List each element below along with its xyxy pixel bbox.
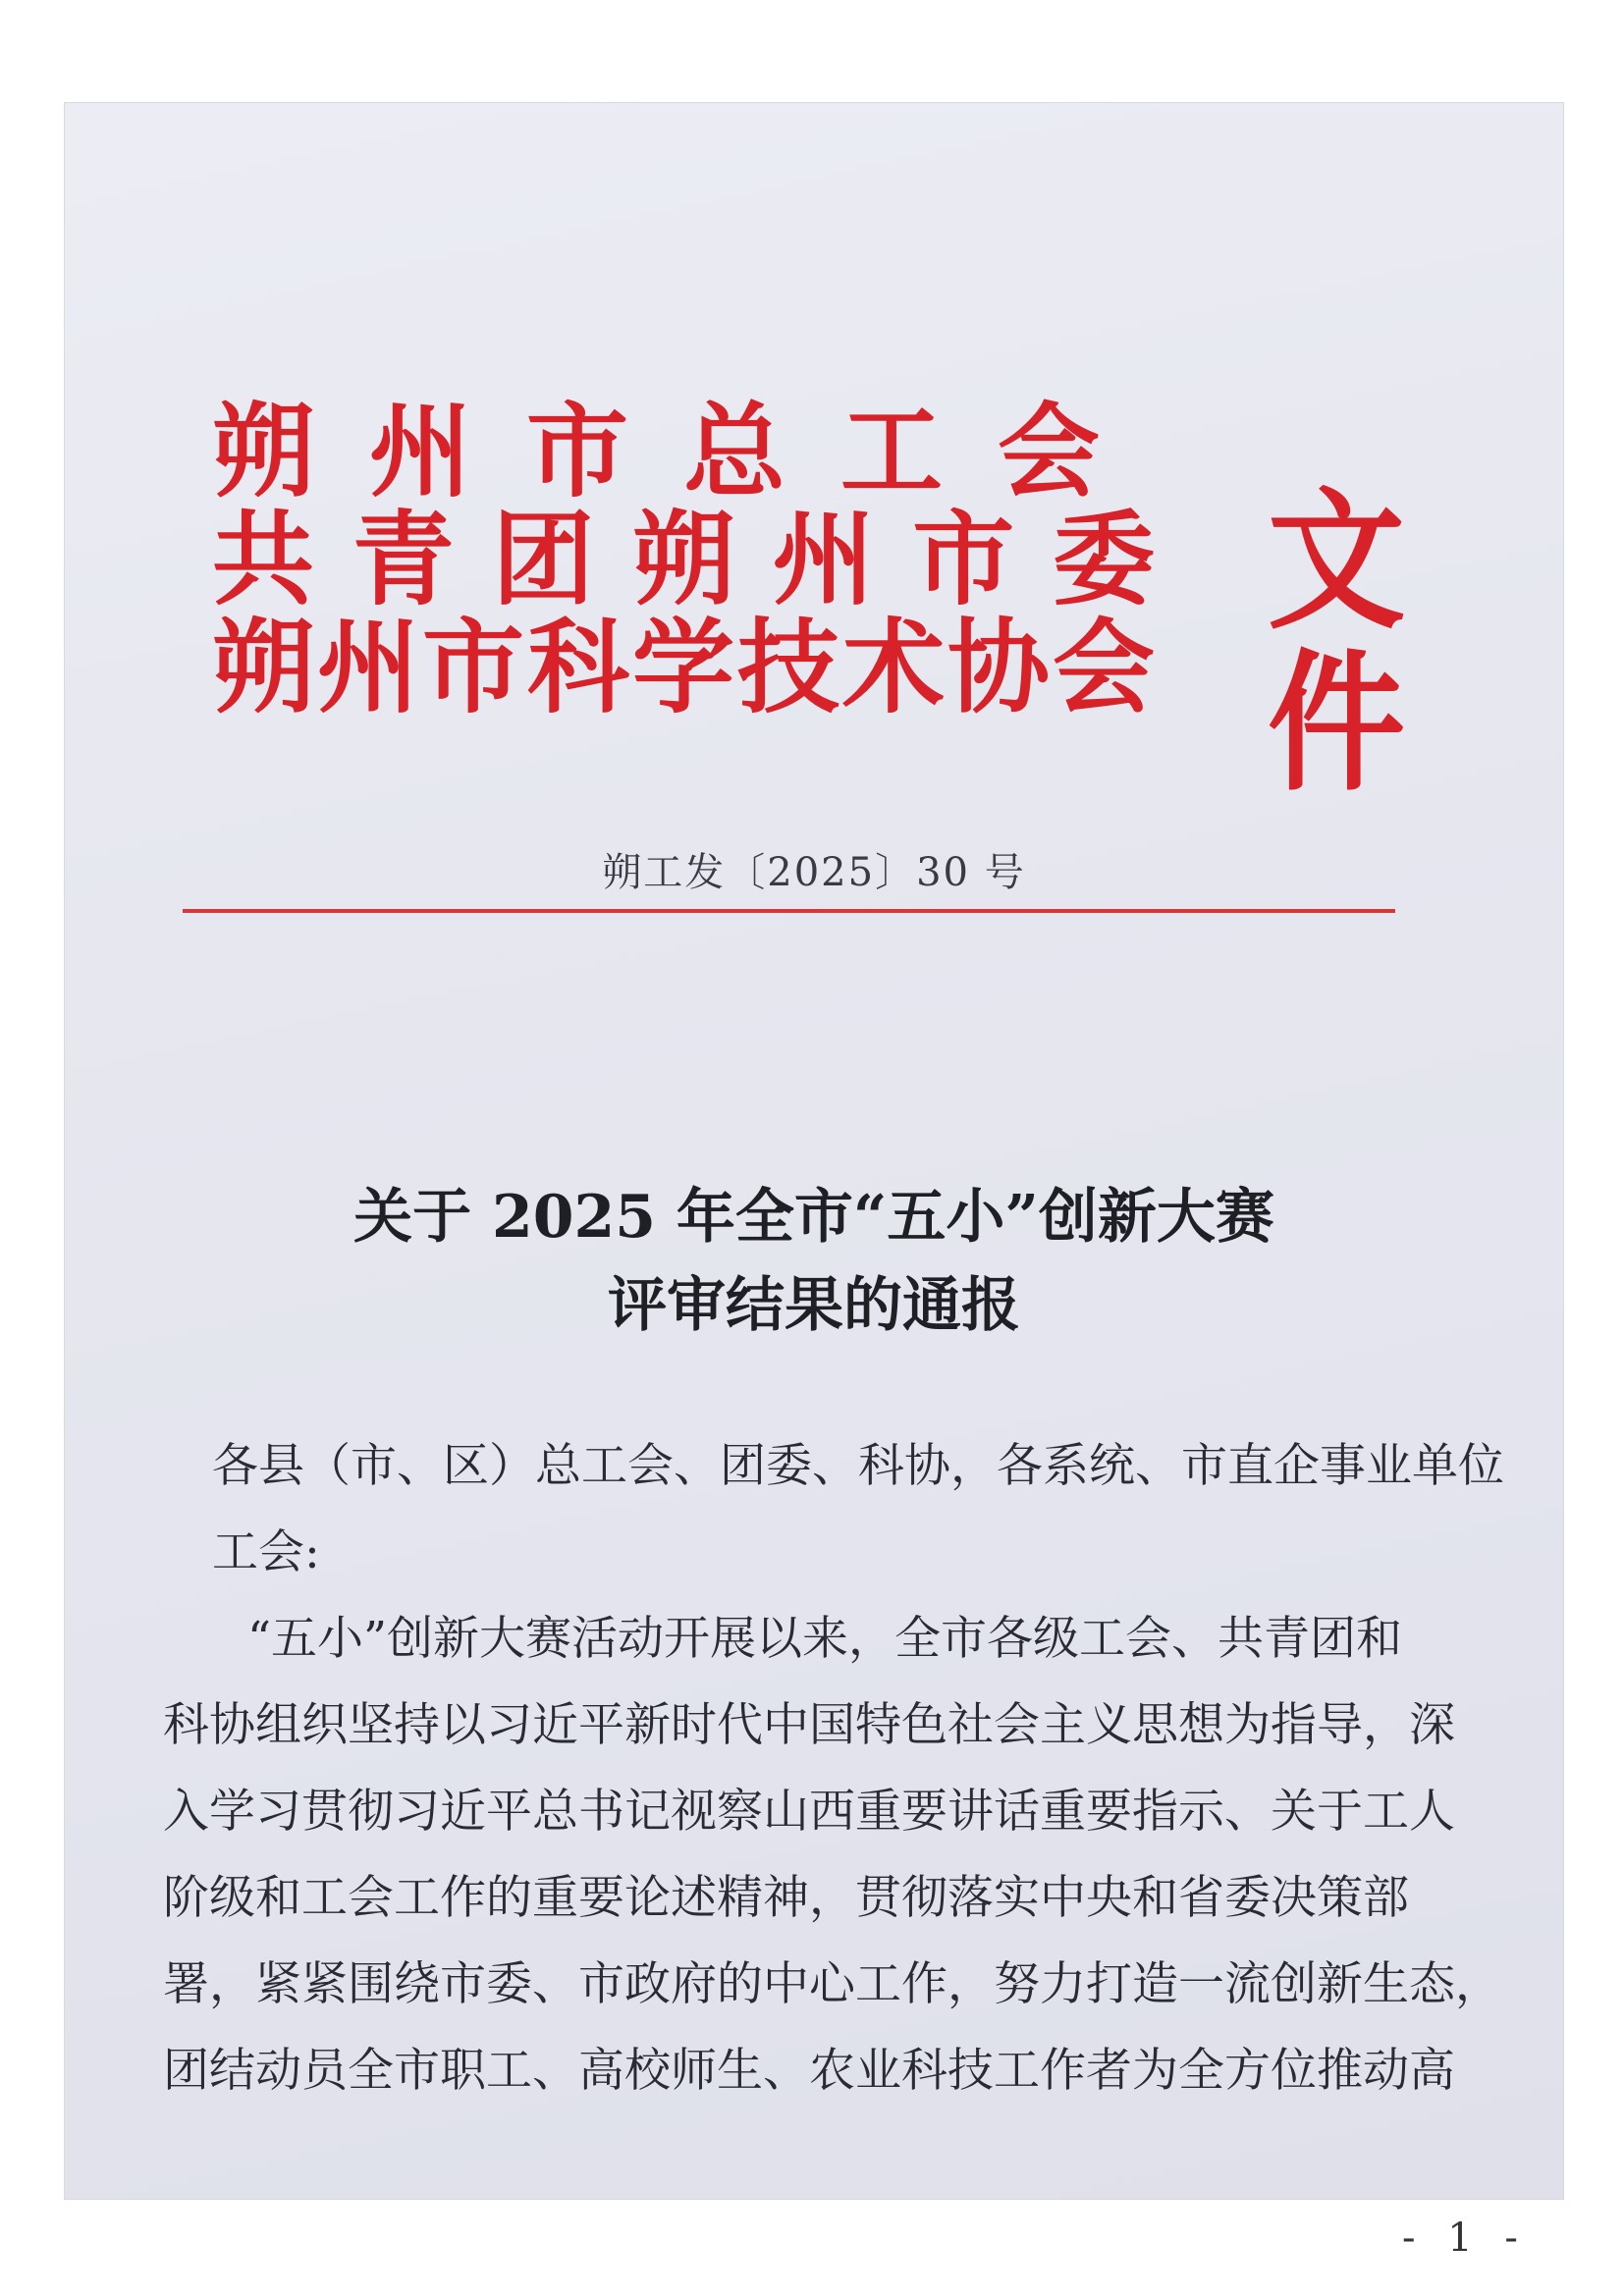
document-page (65, 103, 1563, 2261)
letterhead-org-youth-league: 共 青 团 朔 州 市 委 (212, 499, 1155, 619)
paragraph-line: 入学习贯彻习近平总书记视察山西重要讲话重要指示、关于工人 (163, 1785, 1455, 1839)
paragraph-line: 署，紧紧围绕市委、市政府的中心工作，努力打造一流创新生态， (163, 1957, 1501, 2011)
salutation-line-1: 各县（市、区）总工会、团委、科协，各系统、市直企事业单位 (212, 1439, 1504, 1493)
letterhead-org-federation-of-trade-unions: 朔 州 市 总 工 会 (212, 391, 1101, 511)
document-number: 朔工发〔2025〕30 号 (602, 850, 1026, 895)
letterhead-org-science-association: 朔 州 市 科 学 技 术 协 会 (212, 607, 1156, 727)
red-letterhead (212, 391, 1518, 829)
paragraph-line: “五小”创新大赛活动开展以来，全市各级工会、共青团和 (247, 1612, 1403, 1666)
document-body (153, 1423, 1508, 2114)
paragraph-line: 科协组织坚持以习近平新时代中国特色社会主义思想为指导，深 (163, 1698, 1455, 1752)
paragraph-line: 团结动员全市职工、高校师生、农业科技工作者为全方位推动高 (163, 2044, 1455, 2098)
title-line-2: 评审结果的通报 (608, 1271, 1020, 1340)
title-line-1: 关于 2025 年全市“五小”创新大赛 (353, 1183, 1274, 1252)
paragraph-line: 阶级和工会工作的重要论述精神，贯彻落实中央和省委决策部 (163, 1871, 1409, 1925)
red-divider-line (183, 909, 1395, 913)
document-title (65, 1173, 1563, 1350)
page-number: - 1 - (1402, 2216, 1528, 2261)
letterhead-document-suffix: 文件 (1268, 473, 1408, 813)
salutation-line-2: 工会: (212, 1525, 320, 1579)
